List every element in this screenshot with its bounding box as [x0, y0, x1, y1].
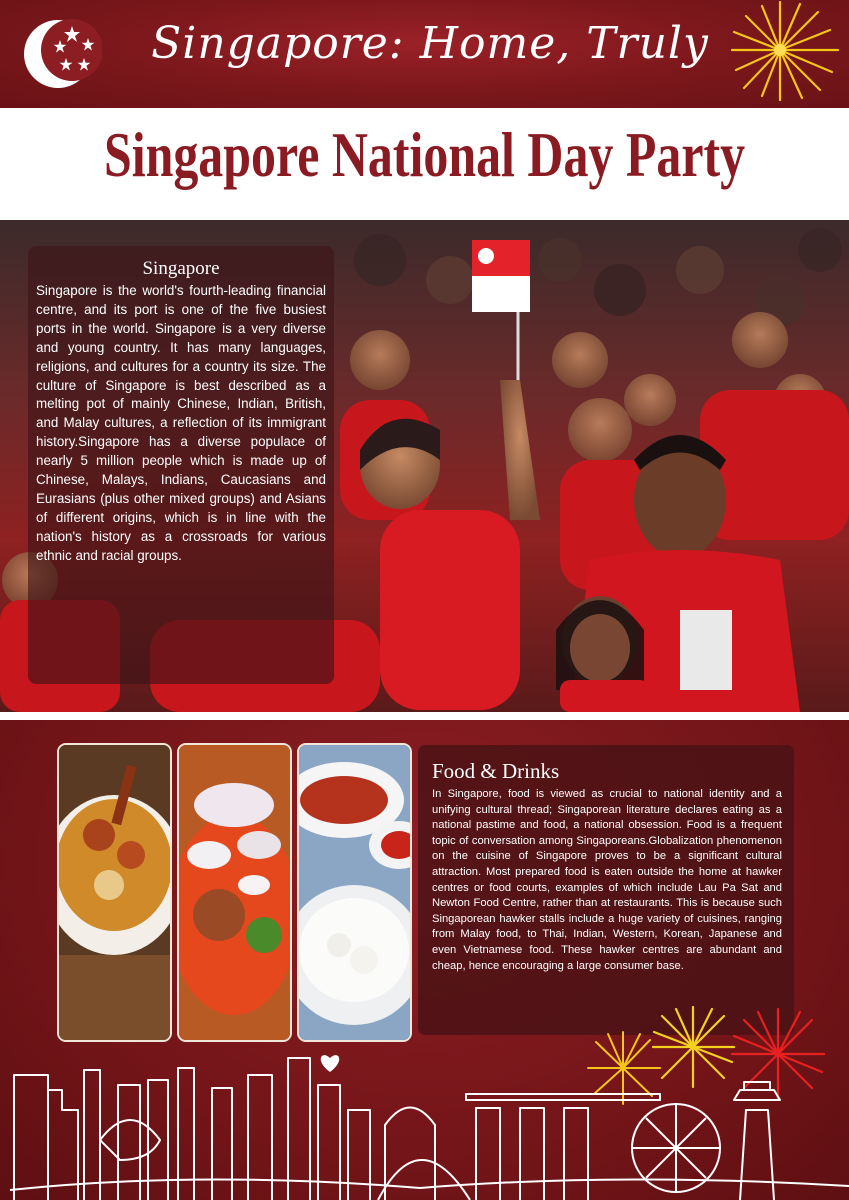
intro-body: Singapore is the world's fourth-leading financial centre, and its port is one of the five busiest ports in the world. Singapore is a very diverse and young country. It has many languages, religions, and cultures for a country its size. The culture of Singapore is best described as a melting pot of mainly Chinese, Indian, British, and Malay cultures, a reflection of its immigrant history.Singapore has a diverse populace of nearly 5 million people which is made up of Chinese, Malays, Indians, Caucasians and Eurasians (plus other mixed groups) and Asians of different origins, which is in line with the nation's history as a crossroads for various ethnic and racial groups.: [36, 283, 326, 563]
food-photo-salad: [177, 743, 292, 1042]
firework-icon: [718, 0, 848, 108]
header-band: [0, 0, 849, 108]
food-photo-rice: [297, 743, 412, 1042]
intro-heading: Singapore: [142, 258, 220, 279]
food-heading: Food & Drinks: [432, 759, 560, 783]
crescent-moon-stars-icon: [22, 14, 102, 94]
food-photo-curry: [57, 743, 172, 1042]
food-panel: [418, 745, 794, 1035]
heart-icon: [321, 1055, 339, 1072]
food-body: In Singapore, food is viewed as crucial to national identity and a unifying cultural thread; Singaporean literature declares eating as a national pastime and food, a national obsession. Food is a frequent topic of conversation among Singaporeans.Globalization phenomenon on the cuisine of Singapore proves to be a significant cultural attraction. Most prepared food is eaten outside the home at hawker centres or food courts, examples of which include Lau Pa Sat and Newton Food Centre, rather than at restaurants. This is because such Singaporean hawker stalls include a huge variety of cuisines, ranging from Malay food, to Thai, Indian, Western, Korean, Japanese and even Vietnamese food. These hawker centres are abundant and cheap, hence encouraging a large consumer base.: [432, 788, 782, 972]
divider: [0, 712, 849, 720]
skyline-illustration: [0, 1030, 849, 1200]
page-title: Singapore National Day Party: [103, 119, 746, 190]
tagline: Singapore: Home, Truly: [151, 18, 709, 69]
intro-panel: [28, 246, 334, 684]
